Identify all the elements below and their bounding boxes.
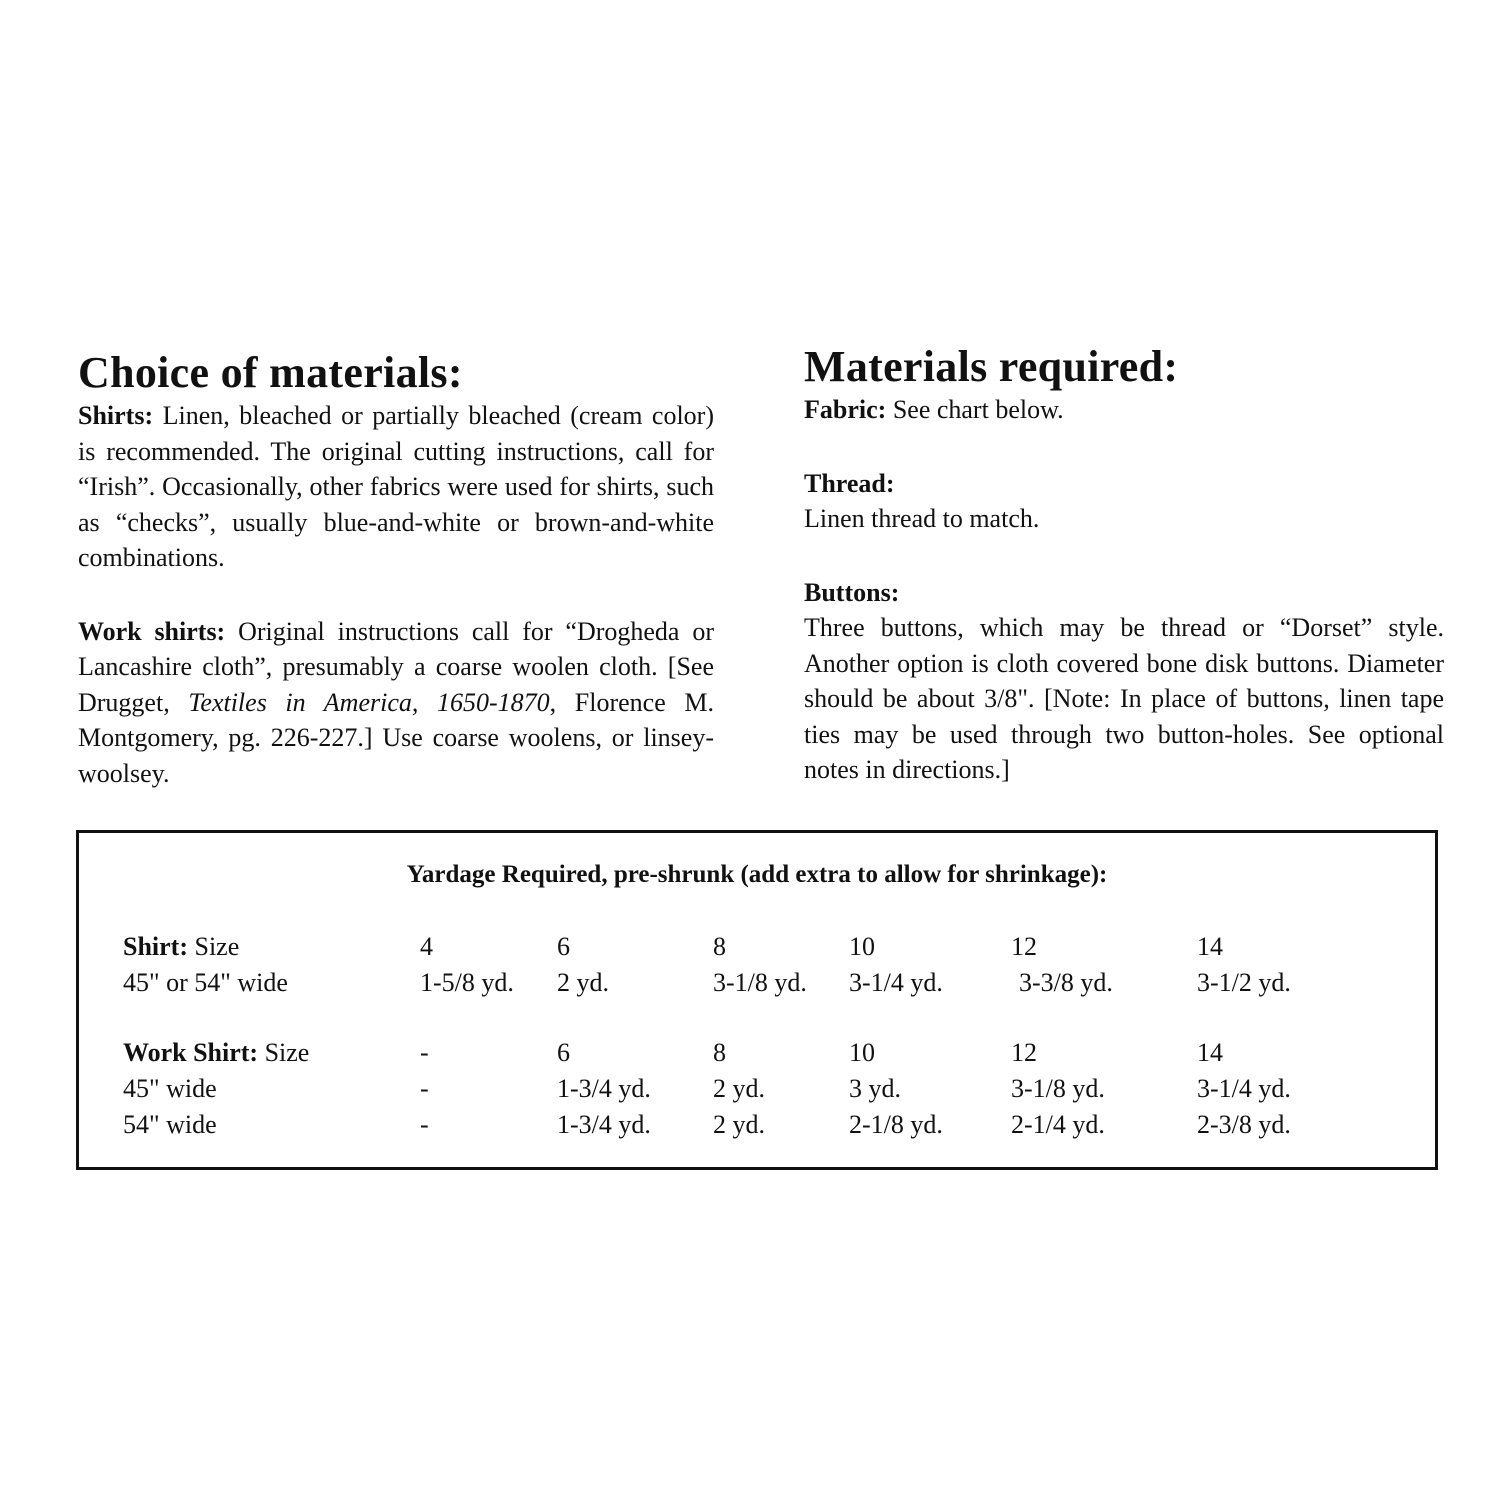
- work-shirt-45-amount: 3 yd.: [849, 1074, 901, 1103]
- work-shirt-size-cell: 10: [849, 1038, 875, 1067]
- work-shirt-54-amount: 2-1/4 yd.: [1011, 1110, 1105, 1139]
- shirt-size-cell: 12: [1011, 932, 1037, 961]
- buttons-text: Three buttons, which may be thread or “Dorset” style. Another option is cloth covered bone disk buttons. Diameter should be about 3/8". [Note: In place of buttons, linen tape ties may be used through two button-holes. See optional notes in directions.]: [804, 613, 1444, 784]
- work-shirt-54-amount: 2 yd.: [713, 1110, 765, 1139]
- work-shirt-54-amount: 2-1/8 yd.: [849, 1110, 943, 1139]
- work-shirt-label: Work Shirt:: [123, 1038, 259, 1067]
- work-shirts-label: Work shirts:: [78, 616, 226, 646]
- shirt-width-label: 45" or 54" wide: [123, 968, 288, 997]
- shirts-text: Linen, bleached or partially bleached (cream color) is recommended. The original cutting instructions, call for “Irish”. Occasionally, other fabrics were used for shirts, such as “checks”, usually blue-and-white or brown-and-white combinations.: [78, 401, 714, 572]
- shirt-amount-cell: 3-1/4 yd.: [849, 968, 943, 997]
- work-shirt-size-word: Size: [258, 1038, 310, 1067]
- thread-text: Linen thread to match.: [804, 504, 1040, 533]
- work-shirt-45-amount: 2 yd.: [713, 1074, 765, 1103]
- choice-of-materials-section: [78, 348, 714, 791]
- required-heading: Materials required:: [804, 342, 1179, 391]
- shirt-size-label: [123, 929, 239, 965]
- work-shirts-text-2: , Florence M. Montgomery, pg. 226-227.] Use coarse woolens, or linsey-woolsey.: [78, 687, 714, 788]
- work-shirt-size-label: [123, 1035, 309, 1071]
- fabric-text: See chart below.: [886, 395, 1064, 424]
- shirt-size-cell: 4: [420, 932, 433, 961]
- work-shirt-size-cell: -: [420, 1038, 429, 1067]
- shirt-label: Shirt:: [123, 932, 188, 961]
- buttons-label: Buttons:: [804, 577, 900, 607]
- work-shirt-size-cell: 6: [557, 1038, 570, 1067]
- work-shirt-54-row: [79, 1107, 1435, 1143]
- shirt-size-cell: 6: [557, 932, 570, 961]
- shirt-size-row: [79, 929, 1435, 965]
- shirt-size-cell: 14: [1197, 932, 1223, 961]
- work-shirts-text-1: Original instructions call for “Drogheda or Lancashire cloth”, presumably a coarse woolen cloth. [See Drugget,: [78, 616, 714, 717]
- thread-label: Thread:: [804, 468, 895, 498]
- shirt-amount-cell: 3-1/2 yd.: [1197, 968, 1291, 997]
- work-shirt-45-amount: 1-3/4 yd.: [557, 1074, 651, 1103]
- yardage-title: Yardage Required, pre-shrunk (add extra to allow for shrinkage):: [406, 861, 1108, 888]
- work-shirt-54-label: 54" wide: [123, 1110, 217, 1139]
- work-shirt-54-amount: -: [420, 1110, 429, 1139]
- fabric-label: Fabric:: [804, 395, 887, 424]
- work-shirt-45-row: [79, 1071, 1435, 1107]
- shirts-paragraph: [78, 398, 714, 576]
- work-shirts-paragraph: [78, 614, 714, 792]
- shirt-amount-cell: 3-1/8 yd.: [713, 968, 807, 997]
- work-shirt-size-cell: 12: [1011, 1038, 1037, 1067]
- work-shirt-54-amount: 1-3/4 yd.: [557, 1110, 651, 1139]
- shirt-size-cell: 8: [713, 932, 726, 961]
- work-shirt-45-amount: 3-1/4 yd.: [1197, 1074, 1291, 1103]
- shirts-label: Shirts:: [78, 401, 154, 430]
- shirt-amount-cell: 2 yd.: [557, 968, 609, 997]
- shirt-amount-cell: 1-5/8 yd.: [420, 968, 514, 997]
- materials-required-section: [804, 342, 1444, 788]
- work-shirt-45-amount: 3-1/8 yd.: [1011, 1074, 1105, 1103]
- shirt-amount-cell: 3-3/8 yd.: [1019, 968, 1113, 997]
- work-shirts-book-title: Textiles in America, 1650-1870: [188, 687, 550, 717]
- work-shirt-45-amount: -: [420, 1074, 429, 1103]
- work-shirt-54-amount: 2-3/8 yd.: [1197, 1110, 1291, 1139]
- shirt-amount-row: [79, 965, 1435, 1001]
- work-shirt-size-row: [79, 1035, 1435, 1071]
- shirt-size-cell: 10: [849, 932, 875, 961]
- work-shirt-45-label: 45" wide: [123, 1074, 217, 1103]
- shirt-size-word: Size: [188, 932, 240, 961]
- choice-heading: Choice of materials:: [78, 348, 463, 397]
- work-shirt-size-cell: 8: [713, 1038, 726, 1067]
- yardage-table: [76, 830, 1438, 1170]
- fabric-line: [804, 392, 1444, 428]
- work-shirt-size-cell: 14: [1197, 1038, 1223, 1067]
